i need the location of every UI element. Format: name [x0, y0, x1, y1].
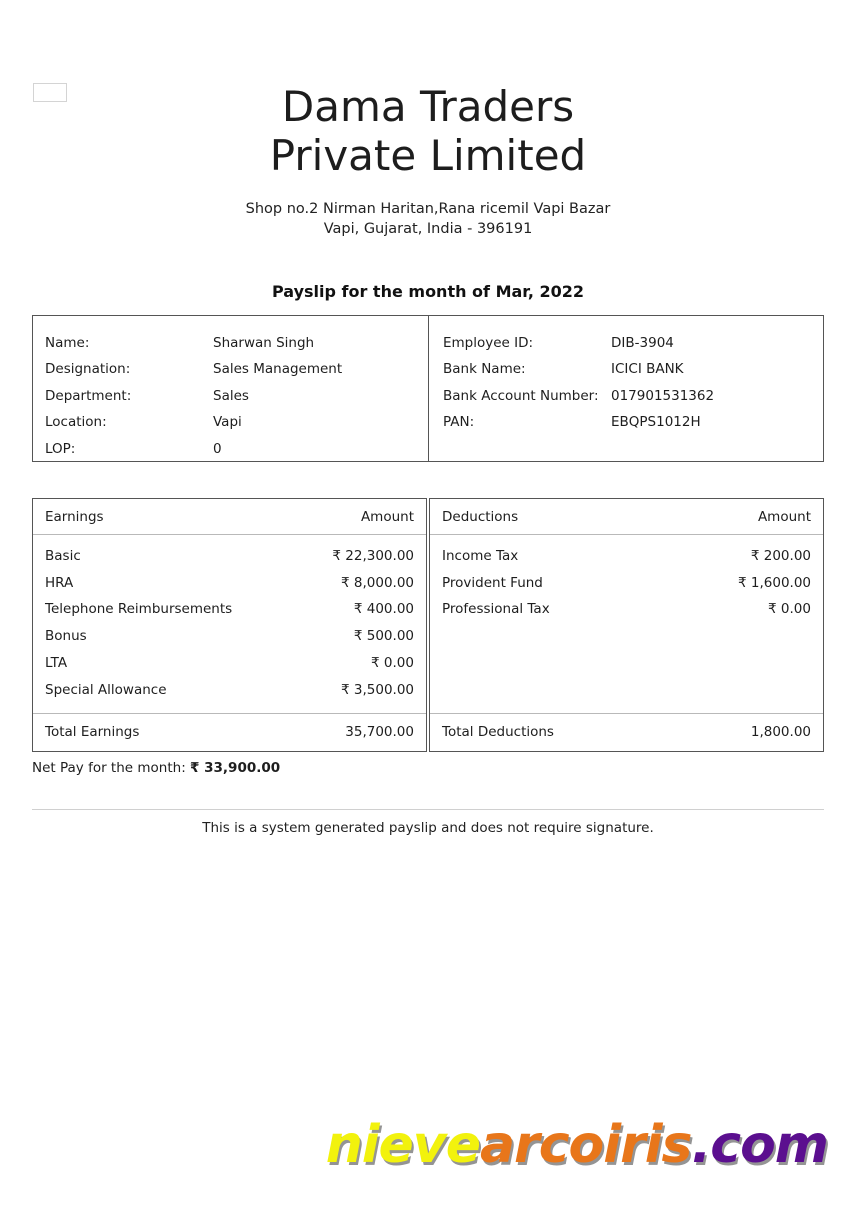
detail-label: Name: [45, 335, 90, 351]
earning-label: Bonus [45, 628, 87, 645]
detail-label: LOP: [45, 440, 76, 457]
earning-label: LTA [45, 654, 68, 671]
table-row [442, 596, 811, 623]
detail-label: Designation: [45, 361, 131, 378]
footer-note: This is a system generated payslip and does not require signature. [202, 820, 654, 836]
detail-value: 0 [213, 440, 222, 457]
earning-amount: ₹ 400.00 [353, 601, 414, 618]
site-watermark [0, 1115, 856, 1175]
payslip-title: Payslip for the month of Mar, 2022 [271, 282, 585, 301]
detail-value: Sales Management [213, 361, 343, 378]
table-row [45, 677, 414, 704]
earning-amount: ₹ 8,000.00 [341, 574, 414, 591]
detail-label: Employee ID: [443, 335, 534, 351]
deductions-amount-column-header: Amount [757, 509, 811, 525]
earnings-table-body [33, 535, 426, 713]
table-row [45, 570, 414, 597]
net-pay-label: Net Pay for the month: [32, 760, 186, 776]
earnings-table-header [33, 499, 426, 535]
detail-row [45, 409, 428, 435]
detail-row [45, 383, 428, 409]
detail-value: Vapi [213, 414, 242, 431]
company-address [0, 199, 856, 239]
detail-label: Bank Name: [443, 361, 526, 378]
earning-amount: ₹ 0.00 [371, 654, 414, 671]
deduction-label: Income Tax [442, 548, 519, 564]
detail-value: ICICI BANK [611, 361, 684, 378]
table-row [45, 650, 414, 677]
earning-label: HRA [45, 574, 74, 591]
company-address-line-2: Vapi, Gujarat, India - 396191 [323, 221, 533, 237]
detail-row [443, 330, 823, 356]
employee-details-left-column [33, 316, 428, 461]
detail-row [443, 383, 823, 409]
earning-label: Basic [45, 548, 81, 564]
company-address-line-1: Shop no.2 Nirman Haritan,Rana ricemil Vapi Bazar [245, 201, 611, 217]
earnings-table [32, 498, 427, 752]
earning-amount: ₹ 22,300.00 [332, 548, 414, 564]
earning-label: Telephone Reimbursements [45, 601, 233, 618]
watermark-part-arcoiris: arcoiris [479, 1115, 692, 1175]
deductions-table-header [430, 499, 823, 535]
company-name [0, 82, 856, 180]
detail-row [45, 356, 428, 382]
watermark-part-com: .com [691, 1115, 828, 1175]
detail-value: Sales [213, 387, 249, 404]
table-row [442, 543, 811, 570]
earning-label: Special Allowance [45, 681, 167, 698]
deduction-label: Professional Tax [442, 601, 550, 618]
deductions-table [429, 498, 824, 752]
footer-divider [32, 809, 824, 810]
watermark-part-nieve: nieve [325, 1115, 480, 1175]
deduction-label: Provident Fund [442, 574, 543, 591]
company-name-line-1: Dama Traders [281, 82, 575, 131]
detail-row [443, 409, 823, 435]
deduction-amount: ₹ 0.00 [768, 601, 811, 618]
table-row [45, 596, 414, 623]
total-deductions-label: Total Deductions [442, 724, 554, 740]
deductions-table-body [430, 535, 823, 713]
employee-details-right-column [428, 316, 823, 461]
employee-details-table [32, 315, 824, 462]
earning-amount: ₹ 3,500.00 [341, 681, 414, 698]
detail-value: DIB-3904 [611, 335, 674, 351]
detail-row [443, 356, 823, 382]
detail-value: Sharwan Singh [213, 335, 315, 351]
table-row [442, 570, 811, 597]
detail-label: Department: [45, 387, 132, 404]
detail-value: EBQPS1012H [611, 414, 701, 431]
earnings-amount-column-header: Amount [360, 509, 414, 525]
detail-label: Bank Account Number: [443, 387, 599, 404]
deduction-amount: ₹ 200.00 [750, 548, 811, 564]
total-deductions-amount: 1,800.00 [750, 724, 811, 740]
total-deductions-row [430, 713, 823, 751]
detail-row [45, 330, 428, 356]
deductions-column-header: Deductions [442, 509, 519, 525]
detail-row [45, 436, 428, 462]
earning-amount: ₹ 500.00 [353, 628, 414, 645]
total-earnings-label: Total Earnings [45, 724, 140, 741]
detail-value: 017901531362 [611, 387, 715, 404]
total-earnings-row [33, 713, 426, 751]
company-name-line-2: Private Limited [269, 131, 587, 180]
table-row [45, 623, 414, 650]
detail-label: PAN: [443, 414, 475, 431]
detail-label: Location: [45, 414, 107, 431]
net-pay-line [32, 760, 280, 776]
earnings-deductions-section [32, 498, 824, 752]
table-row [45, 543, 414, 570]
deduction-amount: ₹ 1,600.00 [738, 574, 811, 591]
earnings-column-header: Earnings [45, 509, 104, 525]
net-pay-amount: ₹ 33,900.00 [190, 760, 281, 776]
total-earnings-amount: 35,700.00 [345, 724, 414, 741]
